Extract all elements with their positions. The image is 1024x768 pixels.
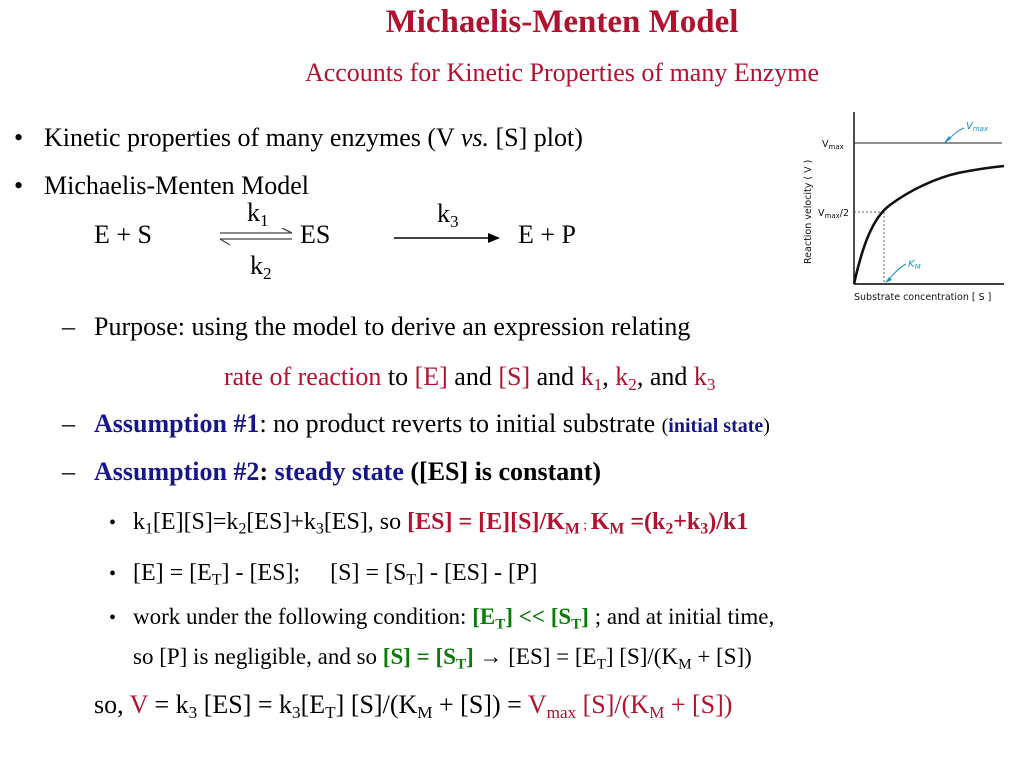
bullet-mm-model: • Michaelis-Menten Model xyxy=(14,171,309,200)
graph-x-label: Substrate concentration [ S ] xyxy=(854,292,992,303)
sub-bullet-assumption-2: – Assumption #2: steady state ([ES] is constant) xyxy=(62,457,602,486)
slide-title: Michaelis-Menten Model xyxy=(385,4,739,40)
bullet-dot-icon: • xyxy=(14,123,24,152)
detail-conservation: • $[E] = [E_T] - [ES]$; $[S] = [S_T] - [ES] - [P]$ xyxy=(109,560,538,589)
final-equation: so, $V = k_3$ $[ES] = k_3[E_T] [S]/(K_M + [S]) = V_{max}$ $[S]/(K_M + [S])$ xyxy=(94,690,733,722)
slide-subtitle: Accounts for Kinetic Properties of many Enzyme xyxy=(304,58,820,87)
half-vmax-tick-label: $V_{max}/2$ xyxy=(818,208,850,220)
equilibrium-arrows-icon xyxy=(218,228,294,248)
detail-steady-state-equation: • $k_1[E][S]=k_2[ES]+k_3[ES]$, so $[ES] = [E][S]/K_M$ ; $K_M =(k_2+k_3)/k1$ xyxy=(109,509,749,538)
purpose-continuation: rate of reaction to [E] and [S] and $k_1$, $k_2$, and $k_3$ xyxy=(224,362,716,394)
bullet-kinetic-properties: • Kinetic properties of many enzymes (V vs. [S] plot) xyxy=(14,123,583,152)
graph-y-label: Reaction velocity ( V ) xyxy=(803,159,814,264)
bullet-dot-icon: • xyxy=(109,607,117,629)
dash-bullet-icon: – xyxy=(62,457,75,486)
bullet-dot-icon: • xyxy=(109,512,117,534)
bullet-dot-icon: • xyxy=(109,563,117,585)
mm-saturation-graph xyxy=(798,108,1010,308)
reaction-left: E + S xyxy=(94,220,153,249)
right-arrow-icon: → xyxy=(473,644,509,669)
dash-bullet-icon: – xyxy=(62,409,75,438)
mm-curve xyxy=(854,166,1004,284)
vmax-callout-arrow-icon xyxy=(944,136,951,143)
forward-arrow-icon xyxy=(392,231,502,245)
dash-bullet-icon: – xyxy=(62,312,75,341)
vmax-callout: $V_{max}$ xyxy=(966,121,989,133)
rate-constant-k2: $k_2$ xyxy=(250,251,272,283)
sub-bullet-purpose: – Purpose: using the model to derive an expression relating xyxy=(62,312,691,341)
reaction-middle: ES xyxy=(300,220,331,249)
detail-condition-cont: so [P] is negligible, and so $[S] = [S_T] \to [ES] = [E_T] [S]/(K_M + [S])$ xyxy=(133,644,752,673)
rate-constant-k1: $k_1$ xyxy=(247,198,269,230)
km-callout-line xyxy=(888,264,906,280)
sub-bullet-assumption-1: – Assumption #1: no product reverts to initial substrate (initial state) xyxy=(62,409,770,438)
vmax-tick-label: $V_{max}$ xyxy=(822,139,844,151)
rate-constant-k3: $k_3$ xyxy=(437,199,459,231)
km-callout: $K_M$ xyxy=(908,259,921,271)
bullet-dot-icon: • xyxy=(14,171,24,200)
reaction-right: E + P xyxy=(518,220,577,249)
km-callout-arrow-icon xyxy=(885,277,892,283)
detail-condition: • work under the following condition: $[E_T] << [S_T]$ ; and at initial time, xyxy=(109,604,775,633)
